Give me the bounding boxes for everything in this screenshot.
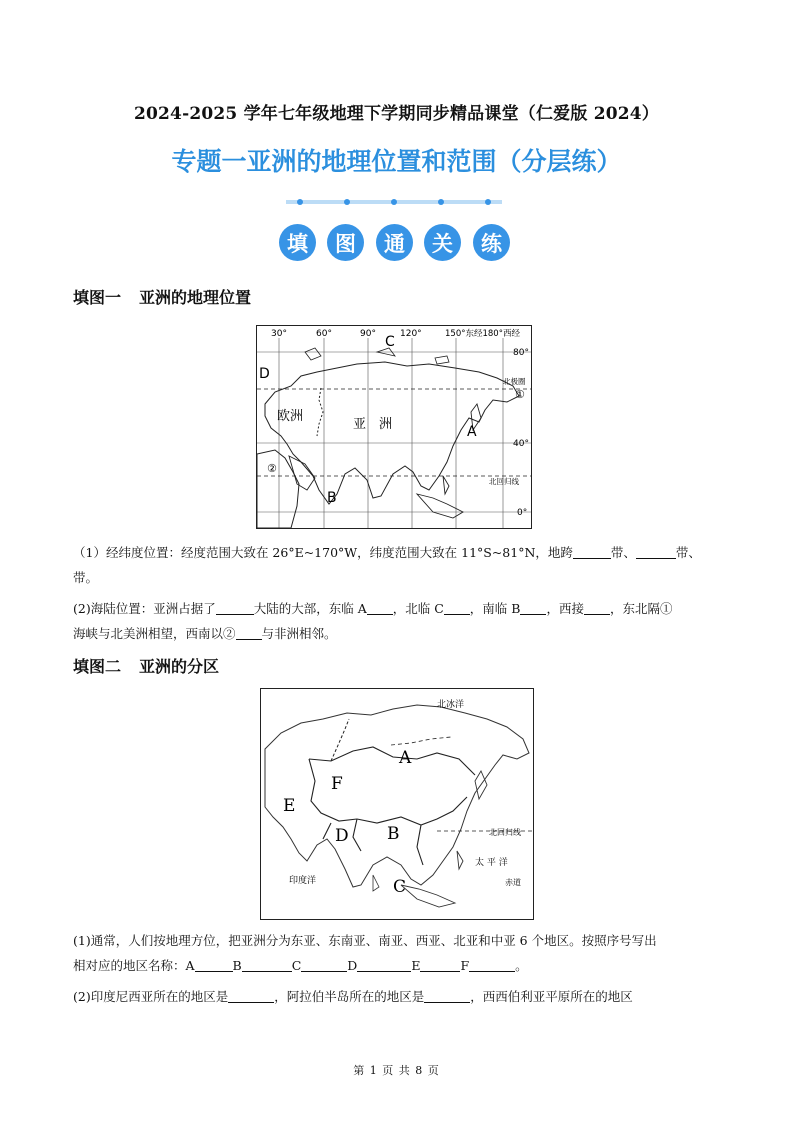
asia-location-map [256,325,532,529]
document-title: 2024-2025 学年七年级地理下学期同步精品课堂（仁爱版 2024） [133,104,660,124]
blank-south-ocean[interactable] [520,600,546,615]
section2-heading [73,654,219,677]
blank-arabia[interactable] [424,988,470,1003]
s1q2-text-b: 大陆的大部，东临 A [253,601,367,616]
decorative-dotted-line [286,196,502,208]
mark-1: ① [515,388,525,401]
blank-west[interactable] [584,600,610,615]
badge-4: 关 [424,224,461,261]
blank-north-ocean[interactable] [444,600,470,615]
s2q1-text-d: C [291,958,302,973]
s1q2-text-h: 与非洲相邻。 [261,626,337,641]
s2q1-text-g: F [460,958,470,973]
europe-label: 欧洲 [277,409,304,424]
s1q2-text-d: ，南临 B [469,601,521,616]
letter-B: B [327,490,337,506]
s1q1-text-a: （1）经纬度位置：经度范围大致在 26°E~170°W，纬度范围大致在 11°S~81°N，地跨 [73,545,573,560]
region-A: A [399,748,412,768]
s1q1-text-b: 带、 [610,545,636,560]
section1-heading-text: 亚洲的地理位置 [139,288,252,307]
indian-ocean-label: 印度洋 [289,876,317,886]
tropic-label: 北回归线 [489,477,519,486]
s2q1-text-f: E [411,958,421,973]
s2q2-text-b: ，阿拉伯半岛所在的地区是 [274,989,425,1004]
arctic-ocean-label: 北冰洋 [437,700,465,710]
section2-question2 [73,984,729,1009]
s2q1-text-h: 。 [515,958,528,973]
region-B: B [387,824,400,844]
blank-canal[interactable] [236,625,262,640]
blank-zone-2[interactable] [636,544,676,559]
s1q2-text-a: (2)海陆位置：亚洲占据了 [73,601,216,616]
tropic-label-2: 北回归线 [489,828,521,837]
blank-region-E[interactable] [420,957,460,972]
blank-region-B[interactable] [242,957,292,972]
lat-label-0: 0° [517,508,528,518]
letter-D: D [259,366,270,382]
s2q2-text-c: ，西西伯利亚平原所在的地区 [470,989,633,1004]
section1-heading-num: 填图一 [73,288,122,307]
equator-label: 赤道 [505,878,521,887]
section2-question1 [73,928,729,978]
s1q2-text-e: ，西接 [546,601,584,616]
lat-label-80: 80° [513,348,529,358]
page-footer: 第 1 页 共 8 页 [353,1064,440,1077]
section2-heading-num: 填图二 [73,657,122,676]
s1q2-text-g: 海峡与北美洲相望，西南以② [73,626,236,641]
s2q1-text-b: 相对应的地区名称：A [73,958,195,973]
s2q1-text-c: B [232,958,242,973]
s2q1-text-e: D [347,958,358,973]
letter-A: A [467,424,477,440]
asia-label: 亚 洲 [353,417,393,432]
lon-label-150-180: 150°东经180°西经 [445,329,520,339]
s1q1-text-c: 带、 [675,545,701,560]
blank-region-D[interactable] [357,957,411,972]
lon-label-90: 90° [360,329,376,339]
badge-1: 填 [279,224,316,261]
blank-east-ocean[interactable] [367,600,393,615]
badge-2: 图 [327,224,364,261]
letter-C: C [385,334,395,350]
lon-label-30: 30° [271,329,287,339]
lat-label-40: 40° [513,439,529,449]
section1-heading [73,285,251,308]
document-subtitle: 专题一亚洲的地理位置和范围（分层练） [171,147,622,176]
badge-5: 练 [473,224,510,261]
arctic-circle-label: 北极圈 [503,377,526,386]
s1q2-text-c: ，北临 C [392,601,444,616]
blank-region-F[interactable] [469,957,515,972]
section1-question2 [73,596,729,646]
badge-3: 通 [376,224,413,261]
region-C: C [393,877,407,897]
section-badges [279,224,511,262]
s1q2-text-f: ，东北隔① [609,601,673,616]
section2-heading-text: 亚洲的分区 [139,657,220,676]
region-D: D [335,826,349,846]
blank-indonesia[interactable] [228,988,274,1003]
asia-regions-map [260,688,534,920]
blank-zone-1[interactable] [573,544,611,559]
section1-question1 [73,540,729,590]
s1q1-text-d: 带。 [73,570,99,585]
pacific-label: 太 平 洋 [475,858,508,868]
region-E: E [283,796,296,816]
blank-region-A[interactable] [195,957,233,972]
blank-continent[interactable] [216,600,254,615]
s2q2-text-a: (2)印度尼西亚所在的地区是 [73,989,229,1004]
lon-label-120: 120° [400,329,422,339]
lon-label-60: 60° [316,329,332,339]
mark-2: ② [267,462,277,475]
region-F: F [331,774,343,794]
s2q1-text-a: (1)通常，人们按地理方位，把亚洲分为东亚、东南亚、南亚、西亚、北亚和中亚 6 个地区。按照序号写出 [73,933,657,948]
blank-region-C[interactable] [301,957,347,972]
